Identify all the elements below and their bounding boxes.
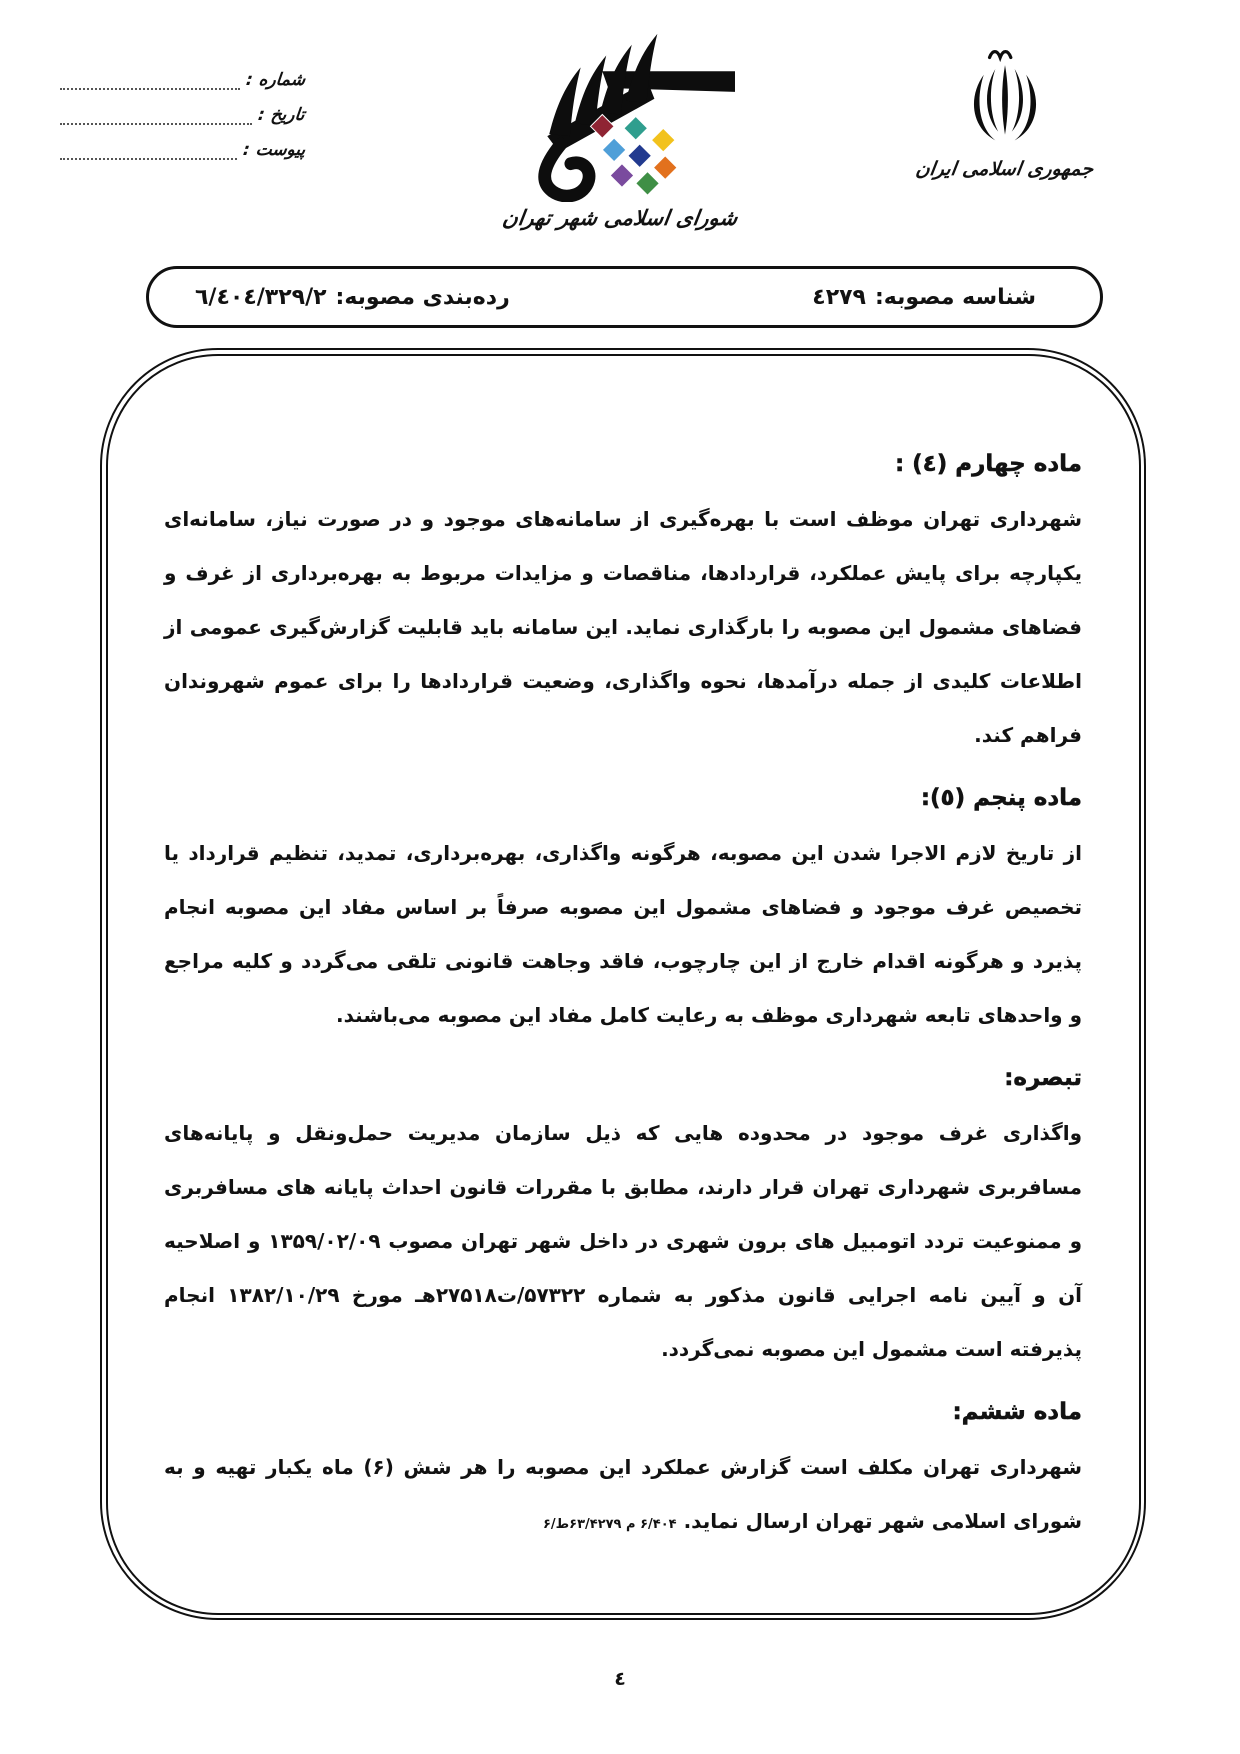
iran-emblem bbox=[897, 42, 1112, 180]
resolution-classification bbox=[195, 285, 510, 310]
article-4-section bbox=[164, 446, 1082, 762]
number-dotted-line bbox=[60, 73, 240, 90]
article-6-body bbox=[164, 1440, 1082, 1552]
number-field-label: شماره : bbox=[244, 70, 307, 90]
article-4-heading: ماده چهارم (٤) : bbox=[894, 451, 1082, 477]
article-6-section bbox=[164, 1394, 1082, 1552]
date-field-label: تاریخ : bbox=[257, 105, 307, 125]
article-4-body: شهرداری تهران موظف است با بهره‌گیری از سامانه‌های موجود و در صورت نیاز، سامانه‌ای یکپارچه برای پایش عملکرد، قراردادها، مناقصات و مزایدات مربوط به بهره‌برداری از غرف و فضاهای مشمول این مصوبه را بارگذاری نماید. این سامانه باید قابلیت گزارش‌گیری عمومی از اطلاعات کلیدی از جمله درآمدها، نحوه واگذاری، وضعیت قراردادها را برای عموم شهروندان فراهم کند. bbox=[164, 507, 1082, 747]
document-body bbox=[102, 350, 1144, 1618]
iran-emblem-caption: جمهوری اسلامی ایران bbox=[914, 158, 1095, 180]
article-6-text: شهرداری تهران مکلف است گزارش عملکرد این مصوبه را هر شش (۶) ماه یکبار تهیه و به شورای اسلامی شهر تهران ارسال نماید. bbox=[164, 1455, 1083, 1533]
resolution-classification-label: رده‌بندی مصوبه: bbox=[335, 284, 510, 310]
filing-code: ۶/۴۰۴ م ۶۳/۴۲۷۹ط/۶ bbox=[542, 1517, 677, 1532]
note-section bbox=[164, 1060, 1082, 1376]
council-logo bbox=[460, 30, 780, 230]
field-attachment bbox=[60, 140, 305, 160]
date-dotted-line bbox=[60, 108, 252, 125]
iran-emblem-icon bbox=[946, 42, 1064, 150]
document-body-frame bbox=[100, 348, 1146, 1620]
resolution-id bbox=[812, 285, 1036, 310]
letterhead-fields bbox=[60, 70, 305, 160]
resolution-id-value: ٤٢٧٩ bbox=[812, 284, 866, 310]
attachment-field-label: پیوست : bbox=[241, 140, 307, 160]
field-number bbox=[60, 70, 305, 90]
resolution-classification-value: ٦/٤٠٤/٣٢٩/٢ bbox=[195, 284, 327, 310]
attachment-dotted-line bbox=[60, 143, 237, 160]
field-date bbox=[60, 105, 305, 125]
note-body: واگذاری غرف موجود در محدوده هایی که ذیل سازمان مدیریت حمل‌ونقل و پایانه‌های مسافربری شهرداری تهران قرار دارند، مطابق با مقررات قانون احداث پایانه های مسافربری و ممنوعیت تردد اتومبیل های برون شهری در داخل شهر تهران مصوب ۱۳۵۹/۰۲/۰۹ و اصلاحیه آن و آیین نامه اجرایی قانون مذکور به شماره ۵۷۳۲۲/ت۲۷۵۱۸هـ مورخ ۱۳۸۲/۱۰/۲۹ انجام پذیرفته است مشمول این مصوبه نمی‌گردد. bbox=[164, 1121, 1083, 1361]
note-heading: تبصره: bbox=[1004, 1065, 1082, 1091]
article-5-section bbox=[164, 780, 1082, 1042]
resolution-header-bar bbox=[146, 266, 1103, 328]
article-5-body: از تاریخ لازم الاجرا شدن این مصوبه، هرگونه واگذاری، بهره‌برداری، تمدید، تنظیم قرارداد یا تخصیص غرف موجود و فضاهای مشمول این مصوبه صرفاً بر اساس مفاد این مصوبه انجام پذیرد و هرگونه اقدام خارج از این چارچوب، فاقد وجاهت قانونی تلقی می‌گردد و کلیه مراجع و واحدهای تابعه شهرداری موظف به رعایت کامل مفاد این مصوبه می‌باشند. bbox=[164, 841, 1082, 1027]
resolution-id-label: شناسه مصوبه: bbox=[874, 284, 1036, 310]
article-5-heading: ماده پنجم (٥): bbox=[920, 785, 1082, 811]
page-number: ٤ bbox=[614, 1668, 626, 1690]
council-logo-icon bbox=[491, 30, 749, 202]
council-logo-caption: شورای اسلامی شهر تهران bbox=[500, 206, 740, 230]
article-6-heading: ماده ششم: bbox=[952, 1399, 1082, 1425]
logo-tiles bbox=[590, 115, 677, 196]
